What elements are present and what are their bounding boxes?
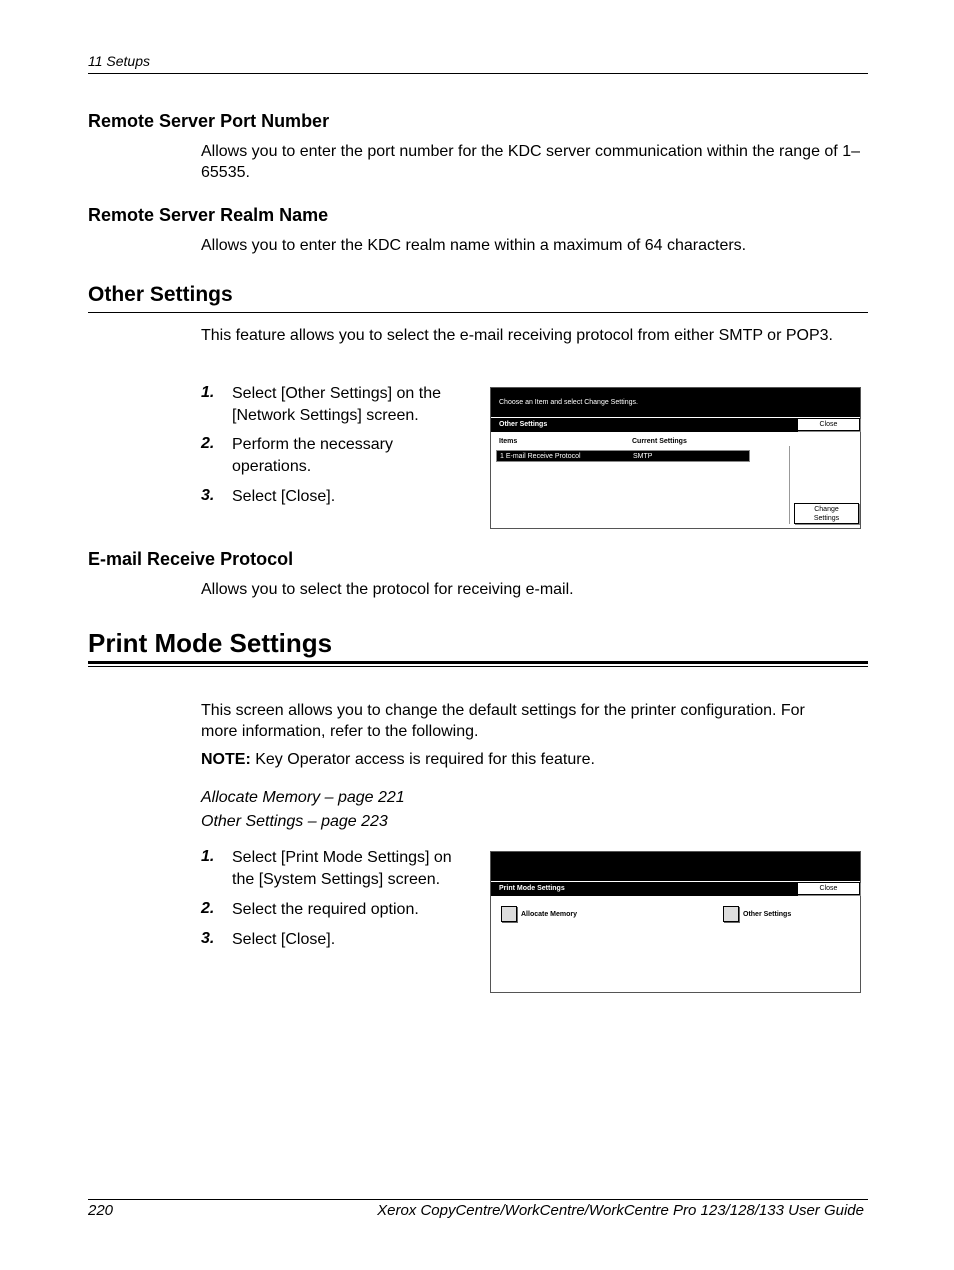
step-number: 3. [201, 930, 215, 947]
step-number: 1. [201, 848, 215, 865]
email-protocol-text: Allows you to select the protocol for receiving e-mail. [201, 581, 574, 598]
close-button[interactable]: Close [797, 418, 860, 431]
running-header: 11 Setups [88, 53, 151, 69]
step-number: 3. [201, 487, 215, 504]
screen-title: Print Mode Settings [499, 885, 565, 892]
intro-line: This screen allows you to change the default settings for the printer configuration. For [201, 702, 805, 719]
other-settings-intro: This feature allows you to select the e-mail receiving protocol from either SMTP or POP3. [201, 327, 833, 344]
step-line: Perform the necessary [232, 436, 393, 453]
other-settings-heading: Other Settings [88, 283, 233, 306]
note [201, 749, 595, 770]
footer-rule [88, 1199, 868, 1200]
change-settings-label-1: Change [814, 506, 839, 513]
remote-port-heading: Remote Server Port Number [88, 111, 330, 131]
scroll-divider [789, 446, 790, 524]
step-line: Select [Other Settings] on the [232, 385, 442, 402]
instruction-bar [491, 852, 860, 881]
note-label: NOTE: [201, 751, 251, 768]
other-settings-rule [88, 312, 868, 313]
print-mode-intro [201, 700, 869, 742]
print-mode-heading: Print Mode Settings [88, 628, 333, 658]
change-settings-label-2: Settings [813, 515, 840, 522]
other-settings-square-icon [723, 906, 739, 922]
allocate-memory-square-icon [501, 906, 517, 922]
reference-allocate-memory[interactable]: Allocate Memory – page 221 [201, 789, 405, 806]
row-item-value: SMTP [633, 453, 653, 460]
remote-realm-heading: Remote Server Realm Name [88, 205, 329, 225]
close-button[interactable]: Close [797, 882, 860, 895]
other-settings-screen [490, 387, 861, 529]
step-text [232, 486, 335, 508]
column-header-current: Current Settings [632, 438, 687, 445]
remote-port-text: Allows you to enter the port number for the KDC server communication within the range of 1–65535. [201, 143, 860, 181]
step-line: Select [Close]. [232, 931, 336, 948]
step-line: Select the required option. [232, 901, 419, 918]
reference-other-settings[interactable]: Other Settings – page 223 [201, 813, 388, 830]
step-text [232, 434, 393, 478]
step-text [232, 383, 441, 427]
step-line: Select [Close]. [232, 488, 336, 505]
change-settings-button[interactable] [794, 503, 859, 524]
step-text [232, 847, 452, 891]
step-line: the [System Settings] screen. [232, 871, 441, 888]
note-text: Key Operator access is required for this feature. [250, 751, 595, 768]
print-mode-rule-thick [88, 661, 868, 664]
screen-title: Other Settings [499, 421, 548, 428]
reference-list [201, 786, 405, 834]
step-line: Select [Print Mode Settings] on [232, 849, 452, 866]
print-mode-screen [490, 851, 861, 993]
step-number: 2. [201, 435, 215, 452]
step-text [232, 899, 419, 921]
column-header-items: Items [499, 438, 518, 445]
row-item-label: 1 E-mail Receive Protocol [500, 453, 581, 460]
allocate-memory-label: Allocate Memory [521, 911, 578, 918]
step-text [232, 929, 335, 951]
instruction-text: Choose an Item and select Change Settings. [499, 399, 638, 406]
intro-line: more information, refer to the following. [201, 723, 479, 740]
email-protocol-heading: E-mail Receive Protocol [88, 549, 294, 569]
step-line: [Network Settings] screen. [232, 407, 419, 424]
page-number: 220 [88, 1202, 114, 1219]
guide-title: Xerox CopyCentre/WorkCentre/WorkCentre Pro 123/128/133 User Guide [377, 1202, 864, 1219]
remote-realm-text: Allows you to enter the KDC realm name within a maximum of 64 characters. [201, 237, 747, 254]
step-line: operations. [232, 458, 312, 475]
header-rule [88, 73, 868, 74]
step-number: 2. [201, 900, 215, 917]
table-row-selected[interactable] [496, 450, 750, 462]
print-mode-rule-thin [88, 666, 868, 667]
other-settings-label: Other Settings [743, 911, 792, 918]
step-number: 1. [201, 384, 215, 401]
instruction-bar [491, 388, 860, 417]
